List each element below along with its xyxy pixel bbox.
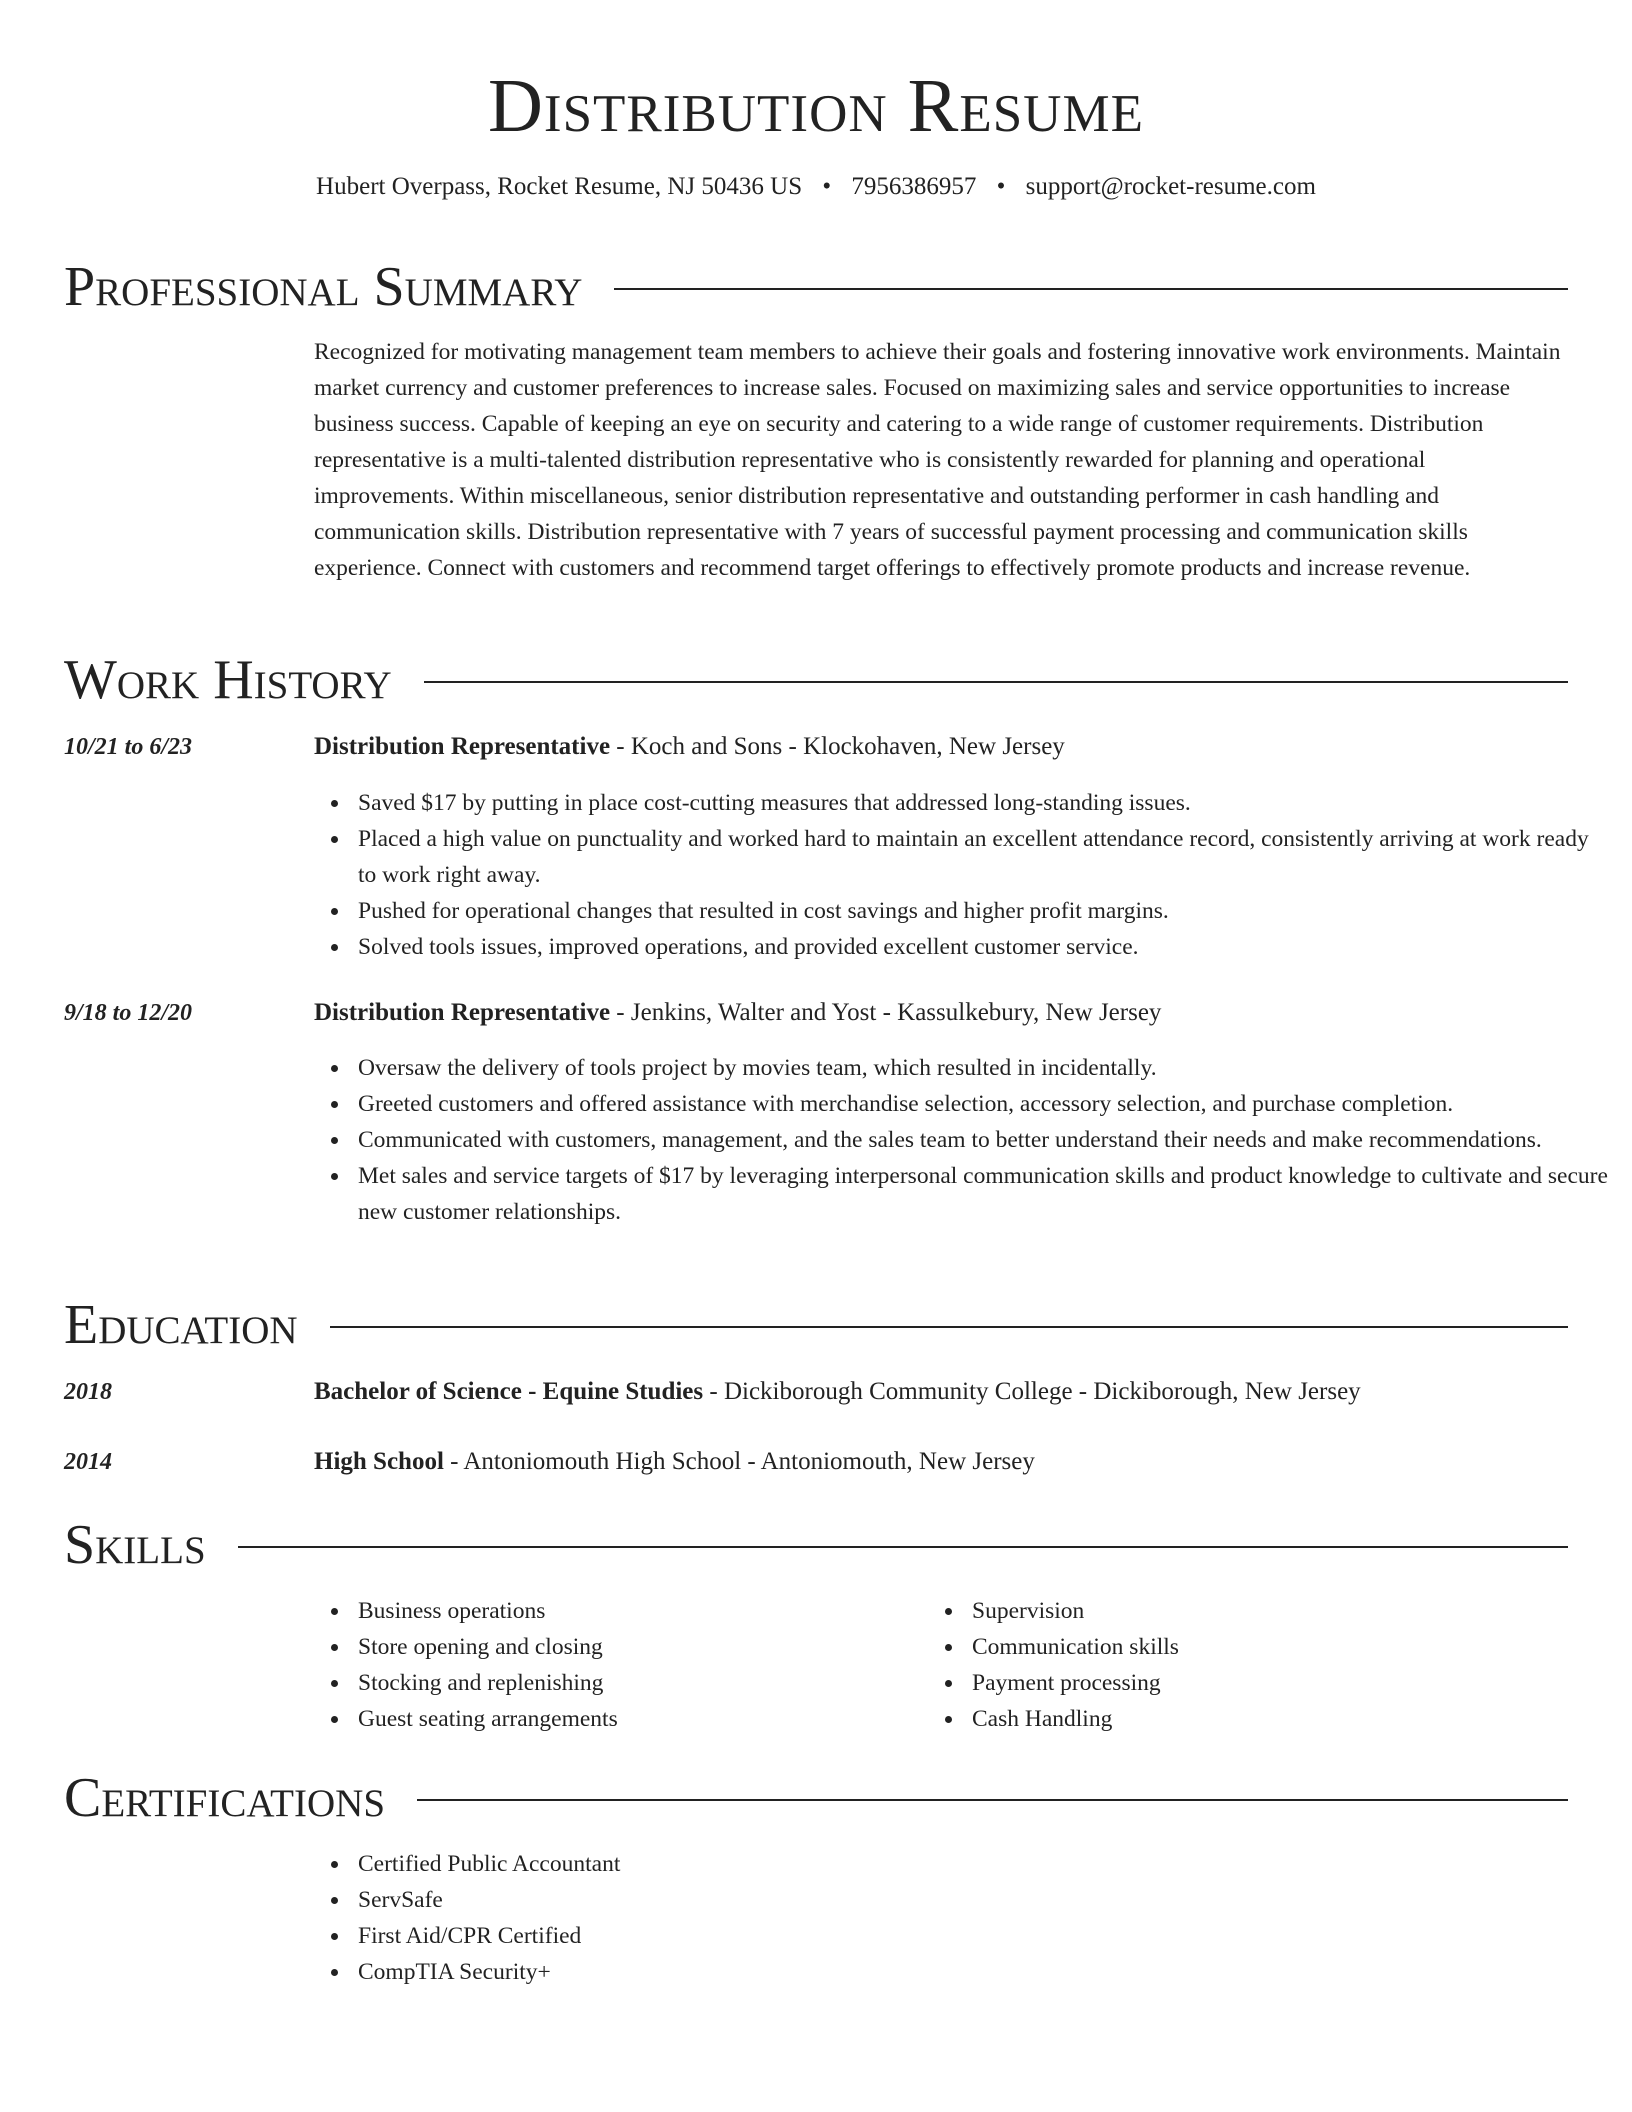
resume-title: Distribution Resume — [488, 64, 1144, 148]
education-year: 2014 — [64, 1449, 112, 1475]
list-item: First Aid/CPR Certified — [358, 1918, 1612, 1954]
list-item: Placed a high value on punctuality and worked hard to maintain an excellent attendance record, consistently arriving at work ready to work right away. — [358, 821, 1612, 893]
section-divider — [614, 288, 1568, 290]
education-heading: Education — [64, 1294, 298, 1356]
section-divider — [238, 1546, 1568, 1548]
education-entry — [314, 1375, 1568, 1409]
contact-address: Hubert Overpass, Rocket Resume, NJ 50436 US — [316, 173, 803, 200]
summary-heading: Professional Summary — [64, 256, 583, 318]
list-item: Communication skills — [972, 1629, 1632, 1665]
section-divider — [424, 681, 1568, 683]
summary-text: Recognized for motivating management team members to achieve their goals and fostering innovative work environments. Maintain market currency and customer preferences to increase sales. Focused on maximizing sales and service opportunities to increase business success. Capable of keeping an eye on security and catering to a wide range of customer requirements. Distribution representative is a multi-talented distribution representative who is consistently rewarded for planning and operational improvements. Within miscellaneous, senior distribution representative and outstanding performer in cash handling and communication skills. Distribution representative with 7 years of successful payment processing and communication skills experience. Connect with customers and recommend target offerings to effectively promote products and increase revenue. — [314, 339, 1561, 581]
certifications-section-header — [64, 1766, 1568, 1830]
list-item: Greeted customers and offered assistance with merchandise selection, accessory selection, and purchase completion. — [358, 1086, 1612, 1122]
section-divider — [417, 1799, 1568, 1801]
education-year: 2018 — [64, 1379, 112, 1405]
certifications-list — [314, 1846, 1612, 1990]
contact-separator: • — [822, 173, 832, 200]
skills-heading: Skills — [64, 1514, 206, 1576]
list-item: Met sales and service targets of $17 by leveraging interpersonal communication skills and product knowledge to cultivate and secure new customer relationships. — [358, 1158, 1612, 1230]
education-details: - Antoniomouth High School - Antoniomouth, New Jersey — [443, 1448, 1035, 1475]
summary-section-header — [64, 255, 1568, 319]
list-item: Payment processing — [972, 1665, 1632, 1701]
contact-phone: 7956386957 — [851, 173, 977, 200]
job-title: Distribution Representative — [314, 999, 611, 1026]
contact-email: support@rocket-resume.com — [1025, 173, 1316, 200]
education-degree: Bachelor of Science - Equine Studies — [314, 1378, 704, 1405]
job-details: - Koch and Sons - Klockohaven, New Jersey — [610, 733, 1065, 760]
job-bullets — [314, 785, 1612, 965]
section-divider — [330, 1326, 1568, 1328]
list-item: Solved tools issues, improved operations, and provided excellent customer service. — [358, 929, 1612, 965]
list-item: Stocking and replenishing — [358, 1665, 1612, 1701]
list-item: Communicated with customers, management, and the sales team to better understand their needs and make recommendations. — [358, 1122, 1612, 1158]
list-item: Certified Public Accountant — [358, 1846, 1612, 1882]
list-item: Business operations — [358, 1593, 1612, 1629]
job-dates: 9/18 to 12/20 — [64, 1000, 193, 1026]
skills-list-right — [928, 1593, 1632, 1737]
job-dates: 10/21 to 6/23 — [64, 734, 193, 760]
job-bullets — [314, 1050, 1612, 1230]
education-degree: High School — [314, 1448, 444, 1475]
job-title: Distribution Representative — [314, 733, 611, 760]
list-item: ServSafe — [358, 1882, 1612, 1918]
certifications-heading: Certifications — [64, 1767, 386, 1829]
list-item: Store opening and closing — [358, 1629, 1612, 1665]
resume-page — [64, 0, 1608, 1985]
skills-section-header — [64, 1513, 1568, 1577]
job-details: - Jenkins, Walter and Yost - Kassulkebury, New Jersey — [610, 999, 1162, 1026]
list-item: Oversaw the delivery of tools project by movies team, which resulted in incidentally. — [358, 1050, 1612, 1086]
work-heading: Work History — [64, 649, 392, 711]
list-item: Cash Handling — [972, 1701, 1632, 1737]
work-section-header — [64, 648, 1568, 712]
list-item: Supervision — [972, 1593, 1632, 1629]
education-details: - Dickiborough Community College - Dickiborough, New Jersey — [703, 1378, 1361, 1405]
list-item: Guest seating arrangements — [358, 1701, 1612, 1737]
education-entry — [314, 1445, 1568, 1479]
list-item: Saved $17 by putting in place cost-cutting measures that addressed long-standing issues. — [358, 785, 1612, 821]
job-header — [314, 730, 1568, 764]
job-header — [314, 996, 1568, 1030]
list-item: Pushed for operational changes that resulted in cost savings and higher profit margins. — [358, 893, 1612, 929]
contact-separator: • — [996, 173, 1006, 200]
education-section-header — [64, 1293, 1568, 1357]
contact-line — [64, 170, 1568, 204]
list-item: CompTIA Security+ — [358, 1954, 1612, 1990]
